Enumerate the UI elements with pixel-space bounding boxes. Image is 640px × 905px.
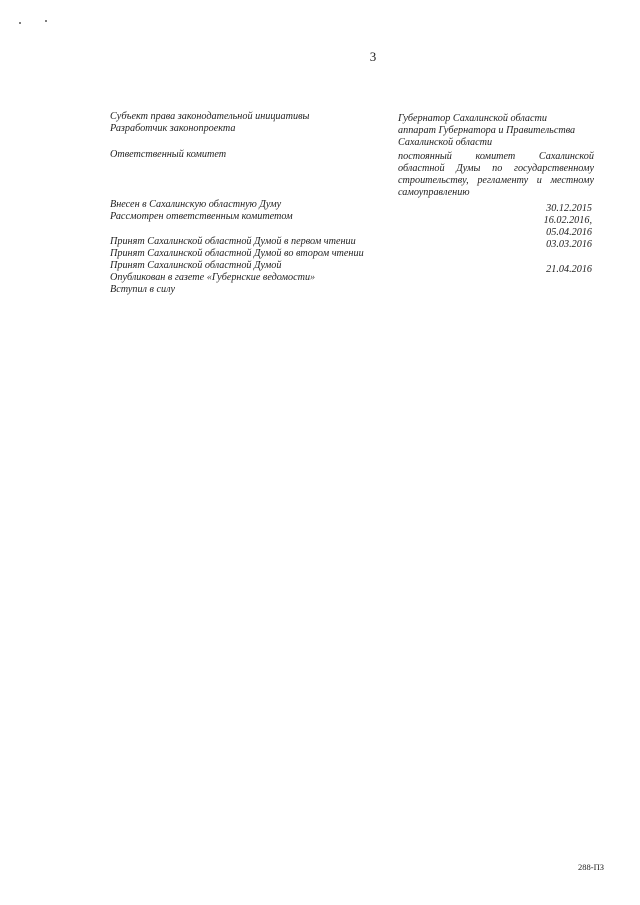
scan-speck	[19, 22, 21, 24]
adopted-label: Принят Сахалинской областной Думой	[110, 260, 282, 271]
reviewed-date-2: 05.04.2016	[546, 227, 592, 238]
in-force-label: Вступил в силу	[110, 284, 175, 295]
developer-value-line2: Сахалинской области	[398, 137, 493, 148]
committee-value: постоянный комитет Сахалинской областной Думы по государственному строительству, регламенту и местному самоуправлению	[398, 151, 594, 198]
first-reading-label: Принят Сахалинской областной Думой в первом чтении	[110, 236, 356, 247]
initiative-value: Губернатор Сахалинской области	[398, 113, 547, 124]
adopted-date: 21.04.2016	[546, 264, 592, 275]
committee-label: Ответственный комитет	[110, 149, 227, 160]
developer-value-line1: аппарат Губернатора и Правительства	[398, 125, 576, 136]
reviewed-label: Рассмотрен ответственным комитетом	[110, 211, 293, 222]
published-label: Опубликован в газете «Губернские ведомости»	[110, 272, 316, 283]
submitted-label: Внесен в Сахалинскую областную Думу	[110, 199, 282, 210]
page-number: 3	[369, 49, 377, 64]
second-reading-label: Принят Сахалинской областной Думой во втором чтении	[110, 248, 364, 259]
document-code: 288-ПЗ	[578, 862, 604, 872]
reviewed-date-1: 16.02.2016,	[543, 215, 592, 226]
initiative-label: Субъект права законодательной инициативы	[110, 111, 310, 122]
submitted-date: 30.12.2015	[546, 203, 592, 214]
scan-speck	[45, 20, 47, 22]
developer-label: Разработчик законопроекта	[110, 123, 236, 134]
first-reading-date: 03.03.2016	[546, 239, 592, 250]
